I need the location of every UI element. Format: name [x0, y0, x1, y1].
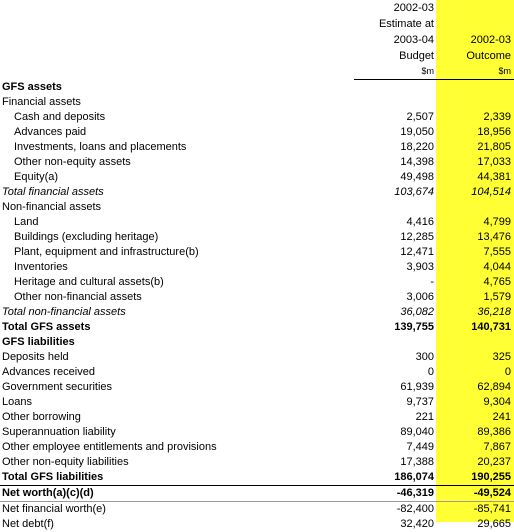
table-row: Heritage and cultural assets(b) - 4,765: [14, 276, 511, 288]
table-row: Land 4,416 4,799: [14, 216, 511, 228]
unit-col2: $m: [437, 64, 514, 80]
header-row-1: [0, 0, 514, 16]
table-row: Government securities 61,939 62,894: [2, 381, 511, 393]
table-row: Other non-equity liabilities 17,388 20,237: [2, 456, 511, 468]
col2-header-title: 2002-03: [470, 34, 511, 46]
table-row: Advances paid 19,050 18,956: [14, 126, 511, 138]
subheading-financial-assets: Financial assets: [2, 96, 81, 108]
header-row-3: [0, 32, 514, 48]
subtotal-row-non-financial-assets: Total non-financial assets 36,082 36,218: [2, 306, 511, 318]
table-row: Plant, equipment and infrastructure(b) 12,471 7,555: [14, 246, 511, 258]
col1-header-line: 2002-03: [393, 2, 434, 14]
net-debt-row: Net debt(f) 32,420 29,665: [2, 518, 511, 530]
table-row: Inventories 3,903 4,044: [14, 261, 511, 273]
section-heading-gfs-assets: GFS assets: [2, 80, 62, 93]
table-row: Other non-financial assets 3,006 1,579: [14, 291, 511, 303]
col2-header-sub: Outcome: [466, 50, 511, 62]
header-row-2: [0, 16, 514, 32]
table-row: Other employee entitlements and provisions 7,449 7,867: [2, 441, 511, 453]
table-row: Deposits held 300 325: [2, 351, 511, 363]
net-financial-worth-row: Net financial worth(e) -82,400 -85,741: [0, 502, 514, 518]
col1-header-line: Estimate at: [378, 18, 434, 30]
units-row: [0, 64, 514, 80]
table-row: Superannuation liability 89,040 89,386: [2, 426, 511, 438]
total-row-gfs-liabilities: Total GFS liabilities 186,074 190,255: [2, 471, 511, 483]
subtotal-row-financial-assets: Total financial assets 103,674 104,514: [2, 186, 511, 198]
table-row: Buildings (excluding heritage) 12,285 13,476: [14, 231, 511, 243]
table-row: Other non-equity assets 14,398 17,033: [14, 156, 511, 168]
table-row: Equity(a) 49,498 44,381: [14, 171, 511, 183]
total-row-gfs-assets: Total GFS assets 139,755 140,731: [2, 321, 511, 333]
subheading-non-financial-assets: Non-financial assets: [2, 201, 102, 213]
unit-col1: $m: [354, 64, 437, 80]
header-row-4: [0, 48, 514, 64]
col1-header-line: 2003-04: [393, 34, 434, 46]
table-row: Cash and deposits 2,507 2,339: [14, 111, 511, 123]
net-worth-row: Net worth(a)(c)(d) -46,319 -49,524: [0, 486, 514, 502]
table-row: Investments, loans and placements 18,220 21,805: [14, 141, 511, 153]
table-row: Other borrowing 221 241: [2, 411, 511, 423]
table-row: Advances received 0 0: [2, 366, 511, 378]
col1-header-line: Budget: [399, 50, 434, 62]
section-heading-gfs-liabilities: GFS liabilities: [2, 336, 75, 348]
table-row: Loans 9,737 9,304: [2, 396, 511, 408]
